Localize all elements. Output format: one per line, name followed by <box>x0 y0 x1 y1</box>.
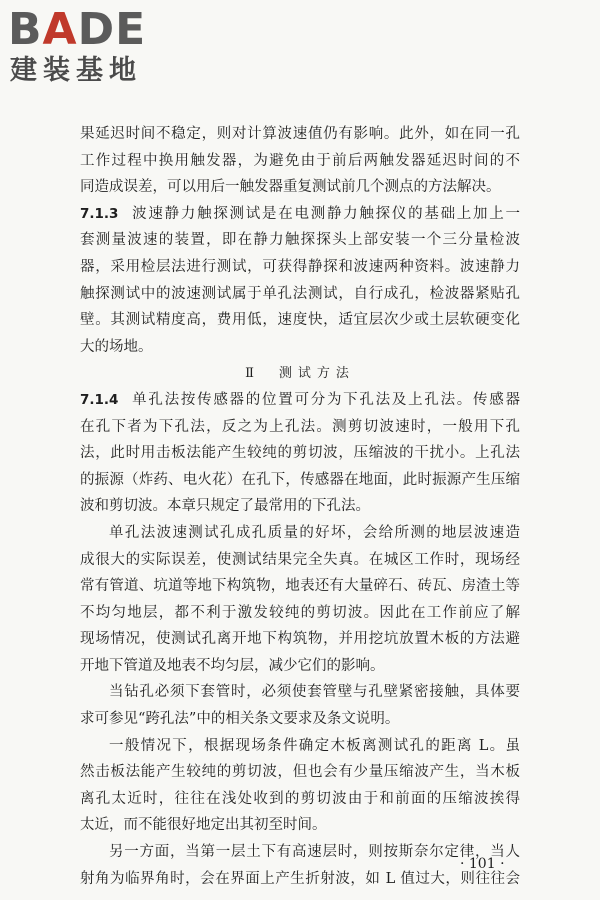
section-heading <box>80 360 520 387</box>
text-line <box>80 387 520 414</box>
text-line: 现场情况，使测试孔离开地下构筑物，并用挖坑放置木板的方法避 <box>80 631 520 648</box>
logo-letter-accent: A <box>42 4 78 55</box>
text-line: 壁。其测试精度高，费用低，速度快，适宜层次少或土层软硬变化 <box>80 312 520 329</box>
text-line: 波和剪切波。本章只规定了最常用的下孔法。 <box>80 498 370 515</box>
text-line: 工作过程中换用触发器，为避免由于前后两触发器延迟时间的不 <box>80 152 520 169</box>
text-line: 不均匀地层，都不利于激发较纯的剪切波。因此在工作前应了解 <box>80 604 520 621</box>
text-line: 法，此时用击板法能产生较纯的剪切波，压缩波的干扰小。上孔法 <box>80 445 520 462</box>
watermark-logo <box>8 6 178 88</box>
clause-paragraph <box>80 201 520 361</box>
text-line: 器，采用检层法进行测试，可获得静探和波速两种资料。波速静力 <box>80 258 520 275</box>
clause-text: 波速静力触探测试是在电测静力触探仪的基础上加上一 <box>130 205 520 222</box>
text-line <box>80 201 520 228</box>
text-line: 果延迟时间不稳定，则对计算波速值仍有影响。此外，如在同一孔 <box>80 126 520 142</box>
paragraph <box>80 679 520 732</box>
text-line: 射角为临界角时，会在界面上产生折射波，如 L 值过大，则往往会 <box>80 870 520 887</box>
paragraph <box>80 520 520 680</box>
text-line: 大的场地。 <box>80 338 153 355</box>
text-line: 触探测试中的波速测试属于单孔法测试，自行成孔，检波器紧贴孔 <box>80 285 520 302</box>
text-line: 单孔法波速测试孔成孔质量的好坏，会给所测的地层波速造 <box>109 524 520 541</box>
text-line: 开地下管道及地表不均匀层，减少它们的影响。 <box>80 657 385 674</box>
text-line: 套测量波速的装置，即在静力触探探头上部安装一个三分量检波 <box>80 232 520 249</box>
text-line: 然击板法能产生较纯的剪切波，但也会有少量压缩波产生，当木板 <box>80 764 520 781</box>
text-line: 常有管道、坑道等地下构筑物，地表还有大量碎石、砖瓦、房渣土等 <box>80 578 520 595</box>
text-line: 离孔太近时，往往在浅处收到的剪切波由于和前面的压缩波挨得 <box>80 790 520 807</box>
clause-text: 单孔法按传感器的位置可分为下孔法及上孔法。传感器 <box>130 391 520 408</box>
logo-wordmark <box>8 6 146 54</box>
section-heading-text: Ⅱ 测试方法 <box>245 366 355 382</box>
clause-number: 7.1.3 <box>80 205 119 222</box>
text-line: 太近，而不能很好地定出其初至时间。 <box>80 817 327 834</box>
logo-letters-suffix: DE <box>77 4 147 55</box>
text-line: 另一方面，当第一层土下有高速层时，则按斯奈尔定律，当人 <box>109 844 520 861</box>
text-line: 一般情况下，根据现场条件确定木板离测试孔的距离 L。虽 <box>109 737 520 754</box>
page-body <box>80 121 520 892</box>
paragraph <box>80 733 520 839</box>
text-line: 当钻孔必须下套管时，必须使套管壁与孔壁紧密接触，具体要 <box>109 684 520 701</box>
text-line: 成很大的实际误差，使测试结果完全失真。在城区工作时，现场经 <box>80 551 520 568</box>
text-line: 在孔下者为下孔法，反之为上孔法。测剪切波速时，一般用下孔 <box>80 418 520 435</box>
text-line: 求可参见“跨孔法”中的相关条文要求及条文说明。 <box>80 711 400 728</box>
paragraph <box>80 839 520 892</box>
paragraph <box>80 121 520 201</box>
text-line: 的振源（炸药、电火花）在孔下，传感器在地面，此时振源产生压缩 <box>80 471 520 488</box>
logo-subtitle: 建装基地 <box>10 55 142 86</box>
clause-number: 7.1.4 <box>80 391 119 408</box>
page-number: · 101 · <box>460 856 505 872</box>
clause-paragraph <box>80 387 520 520</box>
text-line: 同造成误差，可以用后一触发器重复测试前几个测点的方法解决。 <box>80 179 501 196</box>
logo-letters-prefix: B <box>8 4 43 55</box>
